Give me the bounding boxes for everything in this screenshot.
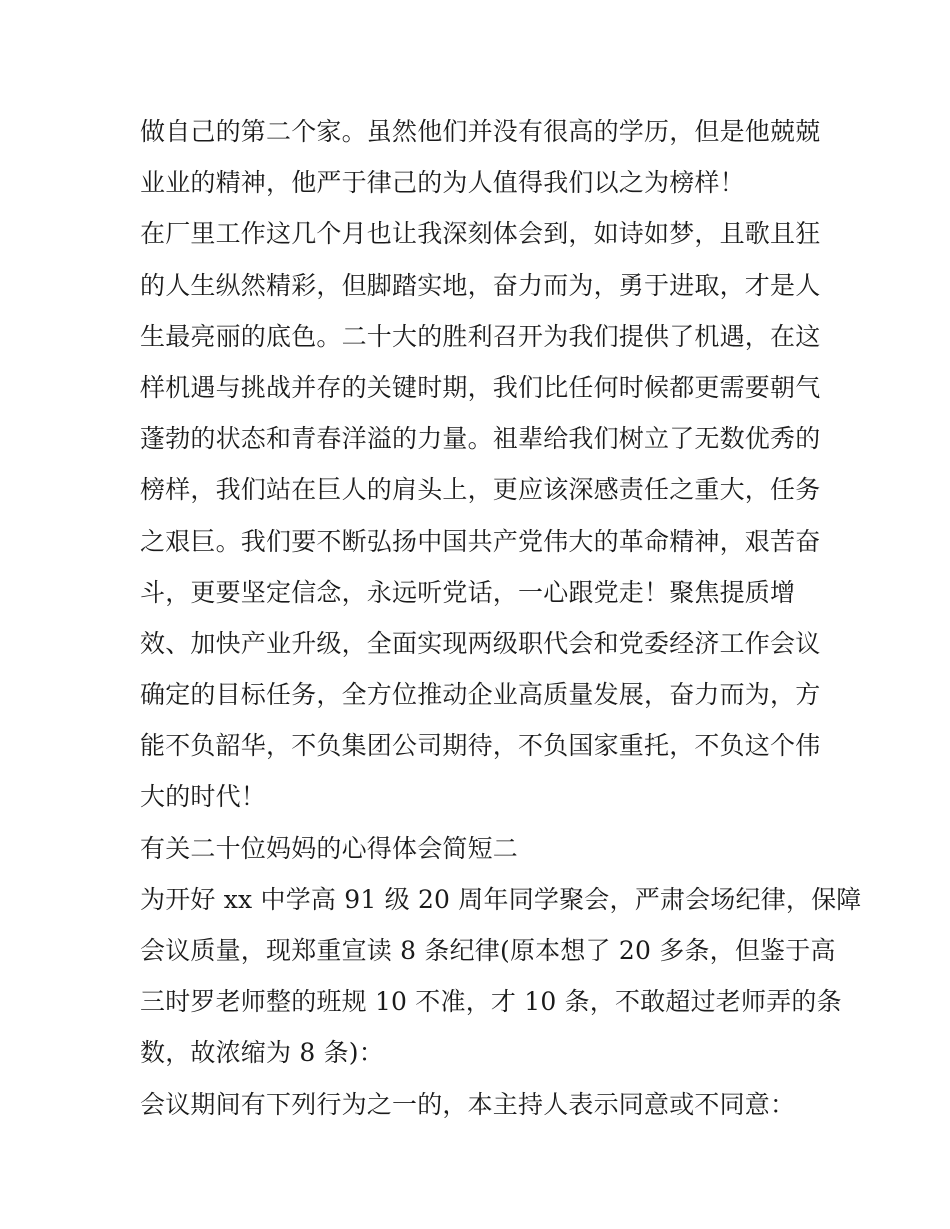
- text-line: 斗，更要坚定信念，永远听党话，一心跟党走！聚焦提质增: [140, 577, 796, 607]
- section-heading: 有关二十位妈妈的心得体会简短二: [140, 833, 519, 863]
- text-line: 样机遇与挑战并存的关键时期，我们比任何时候都更需要朝气: [140, 372, 821, 402]
- text-line: 会议质量，现郑重宣读 8 条纪律(原本想了 20 多条，但鉴于高: [140, 936, 836, 965]
- text-line: 数，故浓缩为 8 条)：: [140, 1038, 384, 1068]
- text-line: 生最亮丽的底色。二十大的胜利召开为我们提供了机遇，在这: [140, 321, 821, 351]
- text-line: 的人生纵然精彩，但脚踏实地，奋力而为，勇于进取，才是人: [140, 270, 821, 300]
- text-line: 确定的目标任务，全方位推动企业高质量发展，奋力而为，方: [140, 680, 821, 710]
- document-body: [140, 106, 862, 1130]
- text-line: 在厂里工作这几个月也让我深刻体会到，如诗如梦，且歌且狂: [140, 219, 821, 249]
- text-line: 为开好 xx 中学高 91 级 20 周年同学聚会，严肃会场纪律，保障: [140, 884, 862, 914]
- text-line: 会议期间有下列行为之一的，本主持人表示同意或不同意：: [140, 1089, 796, 1119]
- text-line: 效、加快产业升级，全面实现两级职代会和党委经济工作会议: [140, 628, 821, 658]
- text-line: 做自己的第二个家。虽然他们并没有很高的学历，但是他兢兢: [140, 117, 821, 146]
- text-line: 业业的精神，他严于律己的为人值得我们以之为榜样！: [140, 168, 745, 198]
- text-line: 三时罗老师整的班规 10 不准，才 10 条，不敢超过老师弄的条: [140, 987, 842, 1017]
- text-line: 能不负韶华，不负集团公司期待，不负国家重托，不负这个伟: [140, 731, 821, 761]
- text-line: 蓬勃的状态和青春洋溢的力量。祖辈给我们树立了无数优秀的: [140, 424, 821, 454]
- text-line: 大的时代！: [140, 782, 267, 812]
- text-line: 之艰巨。我们要不断弘扬中国共产党伟大的革命精神，艰苦奋: [140, 526, 821, 556]
- text-line: 榜样，我们站在巨人的肩头上，更应该深感责任之重大，任务: [140, 475, 821, 505]
